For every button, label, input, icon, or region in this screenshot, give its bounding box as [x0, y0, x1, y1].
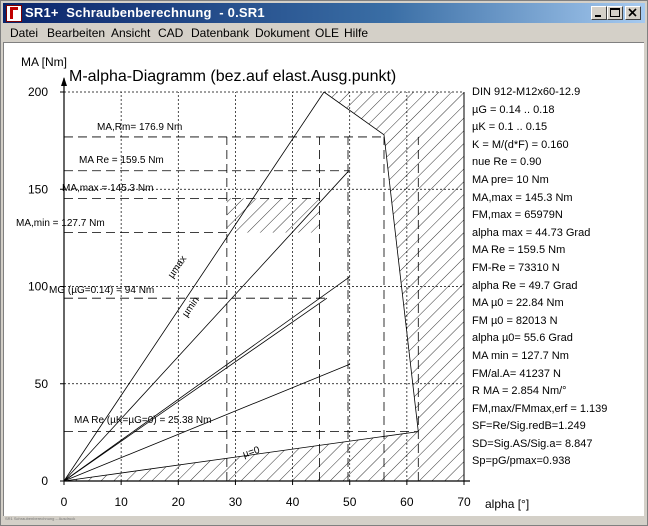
result-line: SD=Sig.AS/Sig.a= 8.847	[472, 437, 593, 450]
result-line: MA Re = 159.5 Nm	[472, 244, 566, 257]
menu-dokument[interactable]: Dokument	[255, 26, 310, 40]
window-title: SR1+ Schraubenberechnung - 0.SR1	[25, 5, 265, 20]
reference-label: MG (µG=0.14) = 94 Nm	[49, 285, 155, 296]
result-line: FM,max = 65979N	[472, 209, 563, 222]
app-icon[interactable]	[6, 5, 22, 22]
result-line: FM,max/FMmax,erf = 1.139	[472, 402, 608, 415]
series-line	[64, 170, 350, 481]
series-label: µmin	[180, 295, 202, 320]
result-line: R MA = 2.854 Nm/°	[472, 385, 567, 398]
maximize-button[interactable]	[607, 6, 623, 20]
y-tick-label: 200	[27, 85, 48, 99]
footer-text: SR1 Schraubenberechnung – Ausdruck	[5, 516, 76, 521]
result-line: DIN 912-M12x60-12.9	[472, 86, 581, 98]
chart-title: M-alpha-Diagramm (bez.auf elast.Ausg.punkt)	[69, 68, 397, 85]
result-line: MA,max = 145.3 Nm	[472, 191, 573, 204]
y-tick-label: 0	[41, 474, 48, 488]
menu-cad[interactable]: CAD	[158, 26, 184, 40]
document-view[interactable]	[3, 42, 644, 516]
result-line: Sp=pG/pmax=0.938	[472, 455, 571, 468]
result-line: µG = 0.14 .. 0.18	[472, 103, 555, 116]
minimize-icon	[592, 7, 606, 19]
reference-label: MA,min = 127.7 Nm	[16, 218, 105, 229]
menu-bar	[3, 24, 645, 42]
y-tick-label: 150	[27, 182, 48, 197]
series-label: µ=0	[241, 444, 262, 461]
close-icon	[626, 7, 640, 19]
x-tick-label: 60	[400, 495, 414, 509]
x-tick-label: 0	[60, 495, 68, 509]
result-line: alpha Re = 49.7 Grad	[472, 279, 578, 292]
menu-datenbank[interactable]: Datenbank	[191, 26, 250, 40]
y-axis-arrow	[61, 77, 67, 86]
result-line: alpha max = 44.73 Grad	[472, 226, 591, 239]
x-tick-label: 10	[114, 495, 128, 509]
result-line: FM/al.A= 41237 N	[472, 367, 561, 380]
x-axis-label: alpha [°]	[485, 497, 530, 511]
minimize-button[interactable]	[591, 6, 607, 20]
y-axis-label: MA [Nm]	[21, 55, 68, 69]
result-line: K = M/(d*F) = 0.160	[472, 138, 569, 151]
close-button[interactable]	[625, 6, 641, 20]
menu-datei[interactable]: Datei	[10, 26, 39, 40]
x-tick-label: 20	[171, 495, 185, 509]
maximize-icon	[608, 7, 622, 19]
result-line: FM µ0 = 82013 N	[472, 314, 558, 327]
title-bar[interactable]	[3, 3, 645, 23]
result-line: MA pre= 10 Nm	[472, 173, 549, 186]
y-tick-label: 50	[34, 376, 48, 391]
result-line: FM-Re = 73310 N	[472, 261, 560, 274]
y-tick-label: 100	[27, 279, 48, 294]
result-line: MA µ0 = 22.84 Nm	[472, 297, 564, 310]
x-tick-label: 40	[285, 495, 300, 509]
result-line: SF=Re/Sig.redB=1.249	[472, 420, 586, 433]
reference-label: MA Re (µK=µG=0) = 25.38 Nm	[74, 415, 212, 426]
reference-label: MA,Rm= 176.9 Nm	[97, 122, 183, 133]
x-tick-label: 70	[457, 495, 471, 509]
result-line: nue Re = 0.90	[472, 156, 542, 169]
menu-bearbeiten[interactable]: Bearbeiten	[47, 26, 106, 40]
results-panel	[472, 84, 607, 471]
reference-label: MA Re = 159.5 Nm	[79, 155, 164, 166]
menu-ansicht[interactable]: Ansicht	[111, 26, 151, 40]
menu-hilfe[interactable]: Hilfe	[344, 26, 369, 40]
x-tick-label: 50	[343, 495, 357, 509]
result-line: µK = 0.1 .. 0.15	[472, 121, 548, 134]
hatched-region-min	[227, 198, 320, 232]
result-line: alpha µ0= 55.6 Grad	[472, 332, 573, 345]
menu-ole[interactable]: OLE	[315, 26, 340, 40]
series-label: µmax	[166, 253, 190, 281]
reference-label: MA,max = 145.3 Nm	[62, 183, 154, 194]
result-line: MA min = 127.7 Nm	[472, 349, 569, 362]
x-tick-label: 30	[228, 495, 243, 509]
